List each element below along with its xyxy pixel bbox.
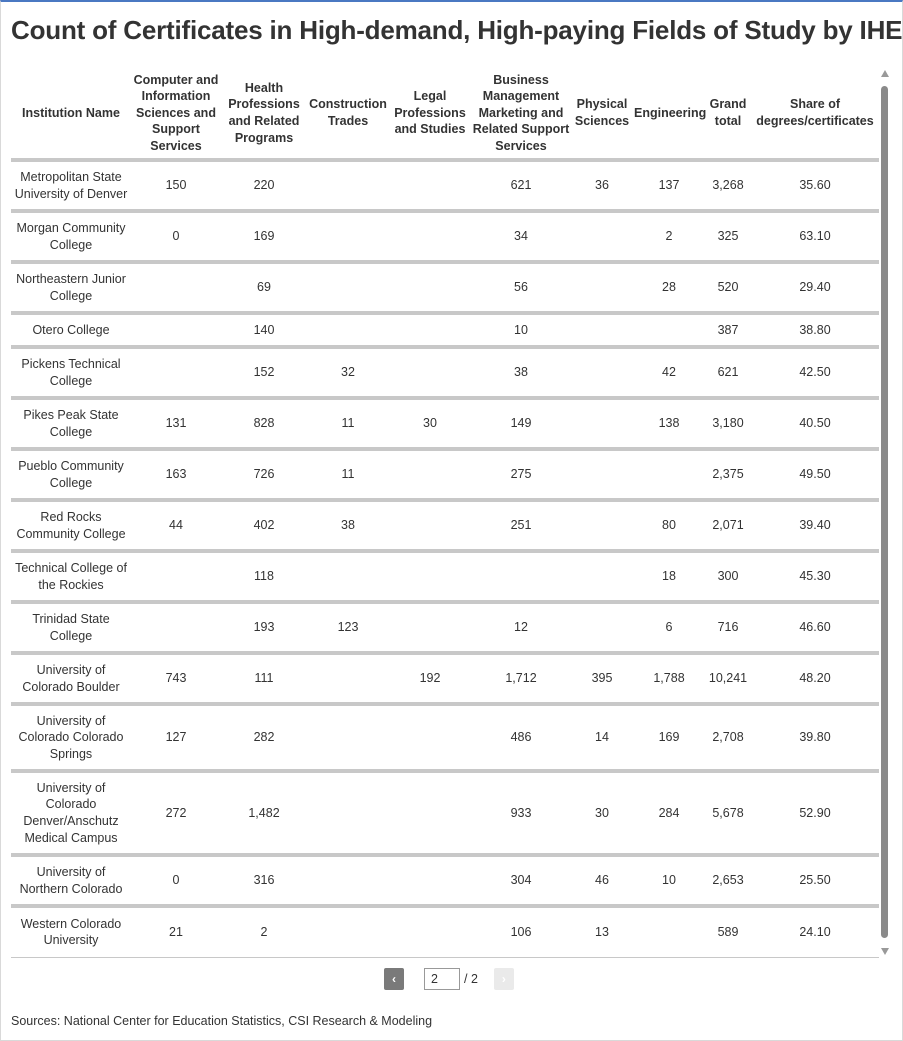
engineering-cell: 2: [633, 211, 705, 262]
column-header-construction[interactable]: Construction Trades: [307, 68, 389, 160]
business-cell: 10: [471, 313, 571, 347]
share-cell: 49.50: [751, 449, 879, 500]
column-header-health[interactable]: Health Professions and Related Programs: [221, 68, 307, 160]
grand-total-cell: 2,071: [705, 500, 751, 551]
legal-cell: [389, 313, 471, 347]
chevron-right-icon: ›: [501, 972, 506, 986]
computer-science-cell: [131, 347, 221, 398]
share-cell: 29.40: [751, 262, 879, 313]
data-table-container: [11, 68, 879, 958]
construction-cell: [307, 906, 389, 957]
computer-science-cell: 127: [131, 704, 221, 771]
table-body: [11, 160, 879, 957]
business-cell: 486: [471, 704, 571, 771]
construction-cell: [307, 262, 389, 313]
physical-sciences-cell: 46: [571, 855, 633, 906]
share-cell: 39.40: [751, 500, 879, 551]
physical-sciences-cell: [571, 262, 633, 313]
column-header-computer-science[interactable]: Computer and Information Sciences and Support Services: [131, 68, 221, 160]
previous-page-button[interactable]: [384, 968, 404, 990]
construction-cell: 32: [307, 347, 389, 398]
physical-sciences-cell: 395: [571, 653, 633, 704]
chart-title: Count of Certificates in High-demand, High-paying Fields of Study by IHE: [11, 15, 903, 45]
grand-total-cell: 10,241: [705, 653, 751, 704]
column-header-business[interactable]: Business Management Marketing and Related Support Services: [471, 68, 571, 160]
legal-cell: [389, 211, 471, 262]
computer-science-cell: 272: [131, 771, 221, 855]
computer-science-cell: [131, 262, 221, 313]
table-row: [11, 602, 879, 653]
physical-sciences-cell: [571, 602, 633, 653]
health-cell: 828: [221, 398, 307, 449]
construction-cell: [307, 653, 389, 704]
computer-science-cell: 21: [131, 906, 221, 957]
construction-cell: [307, 704, 389, 771]
table-row: [11, 906, 879, 957]
institution-name-cell: University of Northern Colorado: [11, 855, 131, 906]
health-cell: 1,482: [221, 771, 307, 855]
construction-cell: [307, 771, 389, 855]
engineering-cell: 28: [633, 262, 705, 313]
health-cell: 118: [221, 551, 307, 602]
grand-total-cell: 716: [705, 602, 751, 653]
physical-sciences-cell: [571, 398, 633, 449]
construction-cell: 38: [307, 500, 389, 551]
health-cell: 402: [221, 500, 307, 551]
next-page-button[interactable]: [494, 968, 514, 990]
legal-cell: [389, 160, 471, 211]
institution-name-cell: Red Rocks Community College: [11, 500, 131, 551]
table-row: [11, 398, 879, 449]
legal-cell: [389, 771, 471, 855]
engineering-cell: 138: [633, 398, 705, 449]
institution-name-cell: Pickens Technical College: [11, 347, 131, 398]
share-cell: 48.20: [751, 653, 879, 704]
source-note: Sources: National Center for Education Statistics, CSI Research & Modeling: [11, 1014, 433, 1028]
computer-science-cell: 150: [131, 160, 221, 211]
construction-cell: [307, 211, 389, 262]
physical-sciences-cell: [571, 551, 633, 602]
business-cell: 38: [471, 347, 571, 398]
business-cell: 1,712: [471, 653, 571, 704]
share-cell: 52.90: [751, 771, 879, 855]
engineering-cell: 137: [633, 160, 705, 211]
chevron-left-icon: ‹: [392, 972, 396, 986]
pagination: [384, 968, 514, 990]
grand-total-cell: 387: [705, 313, 751, 347]
health-cell: 220: [221, 160, 307, 211]
institution-name-cell: Morgan Community College: [11, 211, 131, 262]
engineering-cell: [633, 313, 705, 347]
grand-total-cell: 300: [705, 551, 751, 602]
business-cell: [471, 551, 571, 602]
grand-total-cell: 325: [705, 211, 751, 262]
column-header-engineering[interactable]: Engineering: [633, 68, 705, 160]
column-header-grand-total[interactable]: Grand total: [705, 68, 751, 160]
table-row: [11, 855, 879, 906]
legal-cell: 192: [389, 653, 471, 704]
health-cell: 69: [221, 262, 307, 313]
institution-name-cell: University of Colorado Denver/Anschutz Medical Campus: [11, 771, 131, 855]
physical-sciences-cell: 36: [571, 160, 633, 211]
health-cell: 2: [221, 906, 307, 957]
construction-cell: [307, 855, 389, 906]
table-row: [11, 653, 879, 704]
share-cell: 25.50: [751, 855, 879, 906]
share-cell: 46.60: [751, 602, 879, 653]
institution-name-cell: Trinidad State College: [11, 602, 131, 653]
health-cell: 152: [221, 347, 307, 398]
business-cell: 56: [471, 262, 571, 313]
grand-total-cell: 589: [705, 906, 751, 957]
share-cell: 38.80: [751, 313, 879, 347]
engineering-cell: 10: [633, 855, 705, 906]
business-cell: 12: [471, 602, 571, 653]
legal-cell: 30: [389, 398, 471, 449]
grand-total-cell: 2,375: [705, 449, 751, 500]
health-cell: 316: [221, 855, 307, 906]
legal-cell: [389, 551, 471, 602]
share-cell: 63.10: [751, 211, 879, 262]
institution-name-cell: Northeastern Junior College: [11, 262, 131, 313]
computer-science-cell: [131, 551, 221, 602]
share-cell: 45.30: [751, 551, 879, 602]
legal-cell: [389, 602, 471, 653]
construction-cell: 123: [307, 602, 389, 653]
legal-cell: [389, 906, 471, 957]
legal-cell: [389, 855, 471, 906]
physical-sciences-cell: 30: [571, 771, 633, 855]
business-cell: 304: [471, 855, 571, 906]
legal-cell: [389, 500, 471, 551]
table-row: [11, 347, 879, 398]
health-cell: 169: [221, 211, 307, 262]
table-row: [11, 262, 879, 313]
scroll-down-icon[interactable]: [881, 948, 889, 955]
table-row: [11, 500, 879, 551]
data-table: [11, 68, 879, 958]
engineering-cell: [633, 906, 705, 957]
legal-cell: [389, 449, 471, 500]
institution-name-cell: University of Colorado Boulder: [11, 653, 131, 704]
grand-total-cell: 520: [705, 262, 751, 313]
table-row: [11, 211, 879, 262]
column-header-institution[interactable]: Institution Name: [11, 68, 131, 160]
engineering-cell: 18: [633, 551, 705, 602]
institution-name-cell: University of Colorado Colorado Springs: [11, 704, 131, 771]
engineering-cell: 284: [633, 771, 705, 855]
engineering-cell: 80: [633, 500, 705, 551]
business-cell: 34: [471, 211, 571, 262]
share-cell: 24.10: [751, 906, 879, 957]
construction-cell: [307, 551, 389, 602]
grand-total-cell: 3,268: [705, 160, 751, 211]
health-cell: 111: [221, 653, 307, 704]
engineering-cell: 6: [633, 602, 705, 653]
business-cell: 149: [471, 398, 571, 449]
grand-total-cell: 3,180: [705, 398, 751, 449]
health-cell: 193: [221, 602, 307, 653]
business-cell: 251: [471, 500, 571, 551]
grand-total-cell: 5,678: [705, 771, 751, 855]
institution-name-cell: Technical College of the Rockies: [11, 551, 131, 602]
table-row: [11, 313, 879, 347]
business-cell: 621: [471, 160, 571, 211]
computer-science-cell: 743: [131, 653, 221, 704]
share-cell: 40.50: [751, 398, 879, 449]
computer-science-cell: 163: [131, 449, 221, 500]
construction-cell: 11: [307, 398, 389, 449]
computer-science-cell: 44: [131, 500, 221, 551]
health-cell: 282: [221, 704, 307, 771]
engineering-cell: [633, 449, 705, 500]
scroll-up-icon[interactable]: [881, 70, 889, 77]
institution-name-cell: Western Colorado University: [11, 906, 131, 957]
business-cell: 275: [471, 449, 571, 500]
physical-sciences-cell: 13: [571, 906, 633, 957]
physical-sciences-cell: 14: [571, 704, 633, 771]
institution-name-cell: Metropolitan State University of Denver: [11, 160, 131, 211]
construction-cell: 11: [307, 449, 389, 500]
scrollbar-thumb[interactable]: [881, 86, 888, 938]
construction-cell: [307, 313, 389, 347]
vertical-scrollbar[interactable]: [880, 70, 890, 955]
column-header-share[interactable]: Share of degrees/certificates: [751, 68, 879, 160]
page-total-label: / 2: [464, 972, 478, 986]
institution-name-cell: Pueblo Community College: [11, 449, 131, 500]
physical-sciences-cell: [571, 449, 633, 500]
computer-science-cell: 0: [131, 211, 221, 262]
table-header: [11, 68, 879, 160]
physical-sciences-cell: [571, 347, 633, 398]
legal-cell: [389, 704, 471, 771]
column-header-legal[interactable]: Legal Professions and Studies: [389, 68, 471, 160]
construction-cell: [307, 160, 389, 211]
computer-science-cell: 131: [131, 398, 221, 449]
institution-name-cell: Pikes Peak State College: [11, 398, 131, 449]
share-cell: 35.60: [751, 160, 879, 211]
physical-sciences-cell: [571, 313, 633, 347]
health-cell: 140: [221, 313, 307, 347]
legal-cell: [389, 347, 471, 398]
engineering-cell: 42: [633, 347, 705, 398]
grand-total-cell: 2,653: [705, 855, 751, 906]
share-cell: 39.80: [751, 704, 879, 771]
table-row: [11, 704, 879, 771]
computer-science-cell: 0: [131, 855, 221, 906]
institution-name-cell: Otero College: [11, 313, 131, 347]
physical-sciences-cell: [571, 500, 633, 551]
business-cell: 106: [471, 906, 571, 957]
column-header-physical-sciences[interactable]: Physical Sciences: [571, 68, 633, 160]
business-cell: 933: [471, 771, 571, 855]
table-row: [11, 771, 879, 855]
share-cell: 42.50: [751, 347, 879, 398]
table-row: [11, 449, 879, 500]
physical-sciences-cell: [571, 211, 633, 262]
table-row: [11, 551, 879, 602]
legal-cell: [389, 262, 471, 313]
health-cell: 726: [221, 449, 307, 500]
grand-total-cell: 621: [705, 347, 751, 398]
computer-science-cell: [131, 313, 221, 347]
engineering-cell: 1,788: [633, 653, 705, 704]
computer-science-cell: [131, 602, 221, 653]
table-row: [11, 160, 879, 211]
grand-total-cell: 2,708: [705, 704, 751, 771]
page-number-input[interactable]: 2: [424, 968, 460, 990]
engineering-cell: 169: [633, 704, 705, 771]
